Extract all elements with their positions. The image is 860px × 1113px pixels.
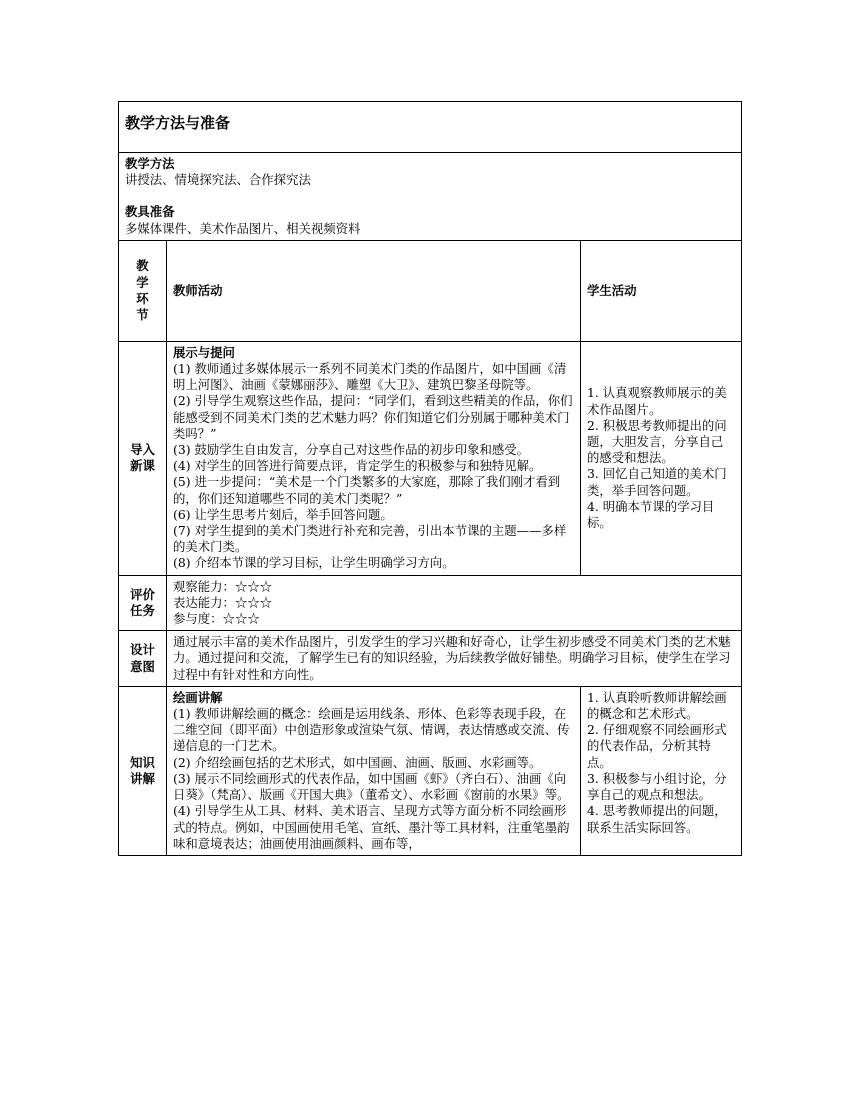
knowledge-teacher-item: (1) 教师讲解绘画的概念：绘画是运用线条、形体、色彩等表现手段，在二维空间（即平面）中创造形象或渲染气氛、情调，表达情感或交流、传递信息的一门艺术。 [173, 706, 570, 754]
intro-student-item: 3. 回忆自己知道的美术门类，举手回答问题。 [587, 466, 727, 498]
design-cell [167, 631, 742, 687]
intro-student-item: 2. 积极思考教师提出的问题，大胆发言，分享自己的感受和想法。 [587, 417, 727, 466]
intro-teacher-item: (6) 让学生思考片刻后，举手回答问题。 [173, 506, 393, 522]
stage-label-char: 教 [136, 258, 149, 274]
intro-teacher-item: (3) 鼓励学生自由发言，分享自己对这些作品的初步印象和感受。 [173, 442, 530, 458]
knowledge-label: 讲解 [130, 770, 155, 786]
design-text: 通过展示丰富的美术作品图片，引发学生的学习兴趣和好奇心，让学生初步感受不同美术门类的艺术魅力。通过提问和交流，了解学生已有的知识经验，为后续教学做好铺垫。明确学习目标，使学生在学习过程中有针对性和方向性。 [173, 634, 731, 682]
intro-heading: 展示与提问 [173, 344, 235, 360]
design-row [119, 631, 742, 687]
methods-text: 讲授法、情境探究法、合作探究法 [125, 172, 311, 188]
intro-label: 新课 [130, 458, 155, 474]
knowledge-row [119, 686, 742, 855]
knowledge-student-item: 4. 思考教师提出的问题，联系生活实际回答。 [587, 803, 727, 835]
spacer [125, 188, 735, 204]
student-header: 学生活动 [581, 240, 742, 341]
evaluation-row [119, 575, 742, 631]
tools-heading: 教具准备 [125, 204, 175, 220]
intro-teacher-cell [167, 341, 581, 575]
knowledge-label-cell [119, 686, 167, 855]
knowledge-heading: 绘画讲解 [173, 689, 223, 705]
intro-teacher-item: (7) 对学生提到的美术门类进行补充和完善，引出本节课的主题——多样的美术门类。 [173, 523, 567, 555]
knowledge-label: 知识 [130, 754, 155, 770]
stage-header-cell [119, 240, 167, 341]
intro-teacher-item: (2) 引导学生观察这些作品，提问：“同学们，看到这些精美的作品，你们能感受到不同美术门类的艺术魅力吗？你们知道它们分别属于哪种美术门类吗？” [173, 393, 573, 441]
title-row [119, 102, 742, 153]
section-title: 教学方法与准备 [125, 114, 231, 132]
intro-student-item: 4. 明确本节课的学习目标。 [587, 498, 715, 530]
header-row [119, 240, 742, 341]
stage-label-char: 环 [136, 290, 149, 306]
intro-teacher-item: (1) 教师通过多媒体展示一系列不同美术门类的作品图片，如中国画《清明上河图》、油画《蒙娜丽莎》、雕塑《大卫》、建筑巴黎圣母院等。 [173, 361, 567, 393]
knowledge-student-cell [581, 686, 742, 855]
lesson-plan-table [118, 101, 742, 856]
evaluation-item: 表达能力：☆☆☆ [173, 594, 273, 610]
intro-teacher-item: (5) 进一步提问：“美术是一个门类繁多的大家庭，那除了我们刚才看到的，你们还知道哪些不同的美术门类呢？” [173, 474, 561, 506]
intro-label-cell [119, 341, 167, 575]
evaluation-cell [167, 575, 742, 631]
evaluation-item: 参与度：☆☆☆ [173, 611, 260, 627]
title-cell [119, 102, 742, 153]
intro-row [119, 341, 742, 575]
teacher-header: 教师活动 [167, 240, 581, 341]
design-label: 设计 [130, 642, 155, 658]
methods-cell [119, 153, 742, 241]
knowledge-teacher-item: (4) 引导学生从工具、材料、美术语言、呈现方式等方面分析不同绘画形式的特点。例如，中国画使用毛笔、宣纸、墨汁等工具材料，注重笔墨韵味和意境表达；油画使用油画颜料、画布等， [173, 803, 570, 851]
methods-row [119, 153, 742, 241]
intro-teacher-item: (4) 对学生的回答进行简要点评，肯定学生的积极参与和独特见解。 [173, 458, 542, 474]
tools-text: 多媒体课件、美术作品图片、相关视频资料 [125, 220, 361, 236]
methods-heading: 教学方法 [125, 156, 175, 171]
design-label-cell [119, 631, 167, 687]
stage-label-char: 学 [136, 274, 149, 290]
design-label: 意图 [130, 658, 155, 674]
knowledge-student-item: 3. 积极参与小组讨论，分享自己的观点和想法。 [587, 770, 727, 803]
intro-teacher-item: (8) 介绍本节课的学习目标，让学生明确学习方向。 [173, 555, 455, 571]
knowledge-student-item: 1. 认真聆听教师讲解绘画的概念和艺术形式。 [587, 689, 727, 722]
evaluation-label-cell [119, 575, 167, 631]
intro-label: 导入 [130, 442, 155, 458]
knowledge-teacher-item: (3) 展示不同绘画形式的代表作品，如中国画《虾》（齐白石）、油画《向日葵》（梵高）、版画《开国大典》（董希文）、水彩画《窗前的水果》等。 [173, 770, 570, 803]
evaluation-label: 任务 [130, 602, 155, 618]
evaluation-label: 评价 [130, 586, 155, 602]
knowledge-teacher-item: (2) 介绍绘画包括的艺术形式，如中国画、油画、版画、水彩画等。 [173, 754, 542, 770]
knowledge-teacher-cell [167, 686, 581, 855]
evaluation-item: 观察能力：☆☆☆ [173, 578, 273, 594]
intro-student-cell [581, 341, 742, 575]
stage-label-char: 节 [136, 307, 149, 323]
intro-student-item: 1. 认真观察教师展示的美术作品图片。 [587, 385, 727, 417]
knowledge-student-item: 2. 仔细观察不同绘画形式的代表作品，分析其特点。 [587, 722, 727, 770]
